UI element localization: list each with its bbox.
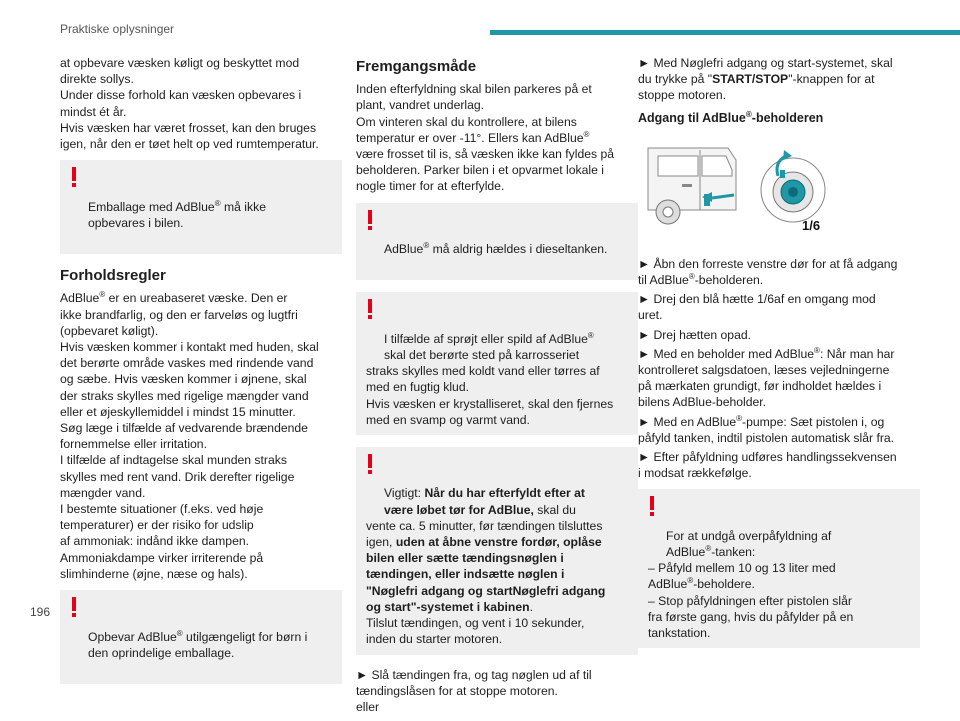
warning-box-spill: I tilfælde af sprøjt eller spild af AdBlue® skal det berørte sted på karrosseriet straks skylles med koldt vand eller tørres af med en fugtig klud. Hvis væsken er krystalliseret, skal den fjernes med en svamp og varmt vand. xyxy=(356,292,638,435)
warning-icon xyxy=(648,496,656,516)
warning-icon xyxy=(70,597,78,617)
warning-text: Emballage med AdBlue xyxy=(88,199,215,214)
running-header: Praktiske oplysninger xyxy=(60,22,175,36)
step-open-door: ► Åbn den forreste venstre dør for at få adgang til AdBlue®-beholderen. xyxy=(638,256,898,288)
warning-icon xyxy=(70,167,78,187)
header-accent-bar xyxy=(490,30,960,35)
section-heading-access: Adgang til AdBlue®-beholderen xyxy=(638,109,824,125)
warning-box-packaging: Emballage med AdBlue® må ikke opbevares i bilen. xyxy=(60,160,342,254)
column-right xyxy=(638,55,920,660)
warning-icon xyxy=(366,210,374,230)
page-number: 196 xyxy=(30,605,51,619)
warning-icon xyxy=(366,299,374,319)
step-container: ► Med en beholder med AdBlue®: Når man har kontrolleret salgsdatoen, læses vejledningerne på mærkaten grundigt, før indholdet hældes i bilens AdBlue-beholder. xyxy=(638,345,895,410)
section-heading-precautions: Forholdsregler xyxy=(60,267,166,285)
step-reverse: ► Efter påfyldning udføres handlingssekvensen i modsat rækkefølge. xyxy=(638,450,897,481)
warning-box-overfill: For at undgå overpåfyldning af AdBlue®-tanken: – Påfyld mellem 10 og 13 liter med AdBlue®-beholdere. – Stop påfyldningen efter pistolen slår fra første gang, hvis du påfylder på en tankstation. xyxy=(638,489,920,648)
step-lift-cap: ► Drej hætten opad. xyxy=(638,327,752,342)
warning-box-diesel: AdBlue® må aldrig hældes i dieseltanken. xyxy=(356,203,638,281)
warning-box-important: Vigtigt: Når du har efterfyldt efter at være løbet tør for AdBlue, skal du vente ca. 5 minutter, før tændingen tilsluttes igen, uden at åbne venstre fordør, oplåse bilen eller sætte tændingsnøglen i tændingen, eller indsætte nøglen i "Nøglefri adgang og startNøglefri adgang og start"-systemet i kabinen. Tilslut tændingen, og vent i 10 sekunder, inden du starter motoren. xyxy=(356,447,638,654)
warning-box-children: Opbevar AdBlue® utilgængeligt for børn i den oprindelige emballage. xyxy=(60,590,342,684)
step-ignition-off: ► Slå tændingen fra, og tag nøglen ud af til tændingslåsen for at stoppe motoren. eller xyxy=(356,667,592,714)
step-turn-cap: ► Drej den blå hætte 1/6af en omgang mod uret. xyxy=(638,292,876,323)
column-left xyxy=(60,55,342,696)
precautions-paragraph: AdBlue® er en ureabaseret væske. Den er ikke brandfarlig, og den er farveløs og lugtfri (opbevaret køligt). Hvis væsken kommer i kontakt med huden, skal det berørte område vaskes med rindende vand og sæbe. Hvis væsken kommer i øjnene, skal der straks skylles med rigelige mængder vand eller et øjeskyllemiddel i mindst 15 minutter. Søg læge i tilfælde af vedvarende brændende fornemmelse eller irritation. I tilfælde af indtagelse skal munden straks skylles med rent vand. Drik derefter rigelige mængder vand. I bestemte situationer (f.eks. ved høje temperaturer) er der risiko for udslip af ammoniak: indånd ikke dampen. Ammoniakdampe virker irriterende på slimhinderne (øjne, næse og hals). xyxy=(60,290,319,581)
section-heading-procedure: Fremgangsmåde xyxy=(356,58,477,75)
adblue-access-illustration xyxy=(638,140,920,240)
column-middle xyxy=(356,55,638,721)
intro-paragraph: at opbevare væsken køligt og beskyttet mod direkte sollys. Under disse forhold kan væsken opbevares i mindst ét år. Hvis væsken har været frosset, kan den bruges igen, når den er tøet helt op ved rumtemperatur. xyxy=(60,56,319,152)
procedure-paragraph: Inden efterfyldning skal bilen parkeres på et plant, vandret underlag. Om vinteren skal du kontrollere, at bilens temperatur er over -11°. Ellers kan AdBlue® være frosset til is, så væsken ikke kan fyldes på beholderen. Parker bilen i et opvarmet lokale i nogle timer for at efterfylde. xyxy=(356,82,615,194)
van-door-illustration xyxy=(638,140,838,240)
warning-icon xyxy=(366,454,374,474)
step-pump: ► Med en AdBlue®-pumpe: Sæt pistolen i, og påfyld tanken, indtil pistolen automatisk slår fra. xyxy=(638,413,895,445)
rotation-label: 1/6 xyxy=(802,217,821,233)
step-keyless: ► Med Nøglefri adgang og start-systemet, skal du trykke på "START/STOP"-knappen for at stoppe motoren. xyxy=(638,56,893,103)
